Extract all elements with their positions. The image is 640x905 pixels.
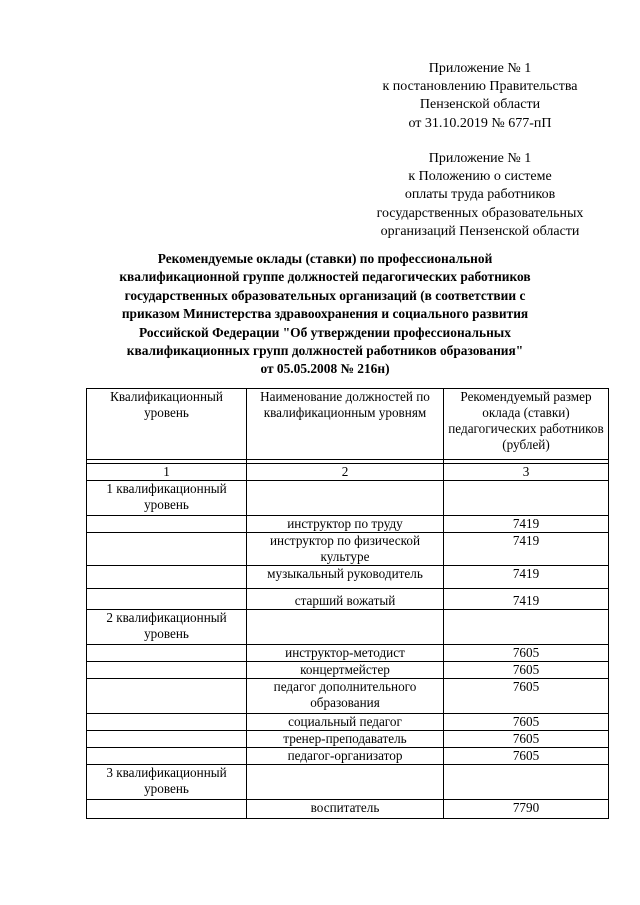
appendix-1-line: Пензенской области [419, 97, 541, 113]
table-row [87, 566, 609, 589]
appendix-2-line: государственных образовательных [376, 205, 584, 221]
cell-level [87, 714, 247, 731]
cell-salary: 7605 [444, 748, 609, 765]
table-row [87, 589, 609, 610]
cell-level [87, 645, 247, 662]
table-row [87, 533, 609, 566]
cell-salary: 7419 [444, 516, 609, 533]
cell-salary: 7605 [444, 645, 609, 662]
cell-position [247, 610, 444, 645]
table-row [87, 731, 609, 748]
cell-level [87, 748, 247, 765]
table-row [87, 481, 609, 516]
cell-salary: 7605 [444, 679, 609, 714]
appendix-1-line: Приложение № 1 [428, 61, 532, 76]
column-number-row [87, 464, 609, 481]
cell-salary: 7605 [444, 714, 609, 731]
column-number: 1 [87, 464, 247, 481]
cell-salary: 7605 [444, 662, 609, 679]
cell-level [87, 533, 247, 566]
cell-position: музыкальный руководитель [247, 566, 444, 589]
cell-salary: 7419 [444, 566, 609, 589]
cell-position: инструктор по физической культуре [247, 533, 444, 566]
cell-position: социальный педагог [247, 714, 444, 731]
cell-position [247, 481, 444, 516]
appendix-2-line: Приложение № 1 [428, 151, 532, 166]
salary-table [86, 388, 609, 819]
table-row [87, 714, 609, 731]
title-line: квалификационной группе должностей педагогических работников [119, 269, 531, 285]
cell-level: 2 квалификационный уровень [87, 610, 247, 645]
table-row [87, 645, 609, 662]
appendix-2-line: к Положению о системе [408, 169, 552, 185]
cell-salary: 7605 [444, 731, 609, 748]
table-row [87, 679, 609, 714]
cell-position: воспитатель [247, 800, 444, 819]
header-position: Наименование должностей по квалификационным уровням [247, 389, 444, 460]
appendix-1-header [330, 60, 630, 133]
cell-salary [444, 765, 609, 800]
cell-level [87, 679, 247, 714]
table-row [87, 765, 609, 800]
header-salary: Рекомендуемый размер оклада (ставки) педагогических работников (рублей) [444, 389, 609, 460]
cell-salary: 7419 [444, 533, 609, 566]
header-level: Квалификационный уровень [87, 389, 247, 460]
column-number: 3 [444, 464, 609, 481]
cell-position: старший вожатый [247, 589, 444, 610]
title-line: от 05.05.2008 № 216н) [260, 361, 390, 377]
table-row [87, 610, 609, 645]
document-title [90, 250, 560, 379]
table-row [87, 662, 609, 679]
cell-level: 1 квалификационный уровень [87, 481, 247, 516]
title-line: приказом Министерства здравоохранения и социального развития [121, 306, 529, 322]
title-line: Российской Федерации "Об утверждении профессиональных [139, 324, 511, 340]
cell-level: 3 квалификационный уровень [87, 765, 247, 800]
title-line: Рекомендуемые оклады (ставки) по профессиональной [157, 251, 493, 266]
cell-position: педагог дополнительного образования [247, 679, 444, 714]
appendix-1-line: к постановлению Правительства [382, 79, 578, 95]
cell-position: инструктор по труду [247, 516, 444, 533]
title-line: квалификационных групп должностей работников образования" [126, 343, 524, 359]
cell-salary [444, 481, 609, 516]
table-row [87, 516, 609, 533]
appendix-2-header [330, 150, 630, 241]
cell-salary: 7790 [444, 800, 609, 819]
cell-level [87, 589, 247, 610]
cell-position: инструктор-методист [247, 645, 444, 662]
appendix-2-line: оплаты труда работников [404, 187, 556, 203]
cell-position [247, 765, 444, 800]
cell-level [87, 516, 247, 533]
cell-level [87, 731, 247, 748]
appendix-2-line: организаций Пензенской области [380, 223, 580, 239]
column-number: 2 [247, 464, 444, 481]
appendix-1-line: от 31.10.2019 № 677-пП [408, 115, 552, 131]
table-row [87, 800, 609, 819]
table-body [87, 481, 609, 819]
cell-salary: 7419 [444, 589, 609, 610]
title-line: государственных образовательных организаций (в соответствии с [124, 287, 526, 303]
cell-level [87, 800, 247, 819]
cell-salary [444, 610, 609, 645]
cell-level [87, 566, 247, 589]
cell-level [87, 662, 247, 679]
cell-position: тренер-преподаватель [247, 731, 444, 748]
table-row [87, 748, 609, 765]
cell-position: концертмейстер [247, 662, 444, 679]
table-header-row [87, 389, 609, 460]
cell-position: педагог-организатор [247, 748, 444, 765]
